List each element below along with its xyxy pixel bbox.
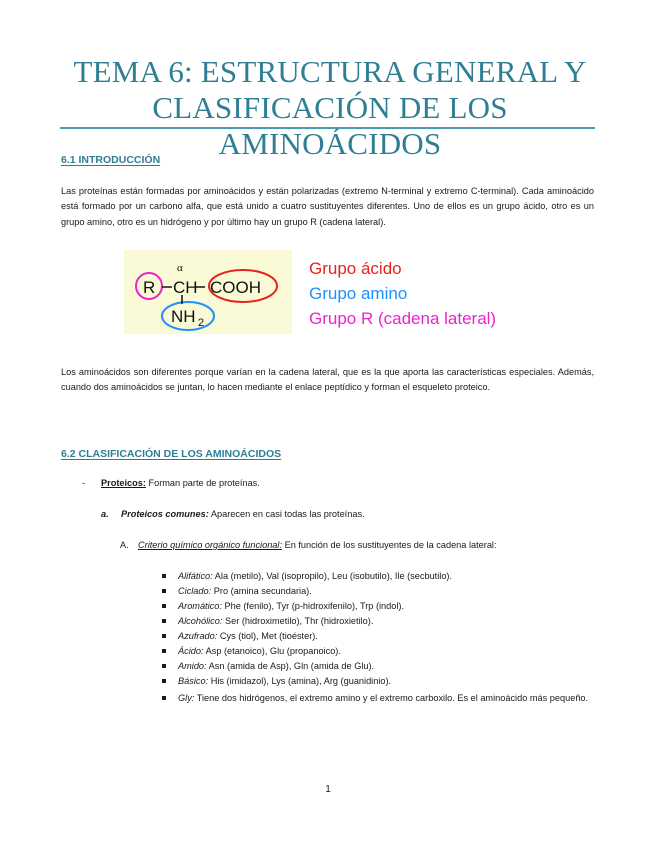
proteicos-text: Forman parte de proteínas. [145, 478, 260, 488]
nh-subscript: 2 [198, 317, 205, 329]
bullet-marker [162, 634, 166, 638]
list-item-gly [178, 691, 596, 706]
bullet-marker [162, 696, 166, 700]
item-term: Gly: [178, 693, 195, 703]
item-text: Asp (etanoico), Glu (propanoico). [203, 646, 341, 656]
nh-label: NH [171, 307, 196, 326]
list-item-proteicos-comunes [101, 509, 365, 519]
list-dash: - [82, 478, 86, 488]
list-item-alifatico [178, 569, 596, 584]
list-item-proteicos [101, 478, 260, 488]
item-term: Alifático: [178, 571, 213, 581]
bullet-marker [162, 679, 166, 683]
item-text: Phe (fenilo), Tyr (p-hidroxifenilo), Trp (indol). [221, 601, 405, 611]
cooh-label: COOH [210, 278, 261, 297]
bullet-marker [162, 619, 166, 623]
bullet-marker [162, 574, 166, 578]
title-divider [60, 127, 595, 129]
section-heading-clasificacion: 6.2 CLASIFICACIÓN DE LOS AMINOÁCIDOS [61, 448, 282, 460]
intro-paragraph: Las proteínas están formadas por aminoácidos y están polarizadas (extremo N-terminal y extremo C-terminal). Cada aminoácido está formado por un carbono alfa, que está unido a cuatro sustituyentes diferentes. Uno de ellos es un grupo ácido, otro es un grupo amino, otro es un hidrógeno y por último hay un grupo R (cadena lateral). [61, 186, 594, 227]
list-item-acido [178, 644, 596, 659]
amino-acid-structure-figure [124, 250, 292, 334]
bullet-marker [162, 604, 166, 608]
item-text: Tiene dos hidrógenos, el extremo amino y el extremo carboxilo. Es el aminoácido más pequeño. [194, 693, 589, 703]
item-term: Amido: [178, 661, 207, 671]
item-text: Cys (tiol), Met (tioéster). [217, 631, 318, 641]
marker-a: a. [101, 509, 109, 519]
item-term: Ácido: [178, 646, 204, 656]
title-line-2: CLASIFICACIÓN DE LOS AMINOÁCIDOS [152, 90, 508, 161]
amino-acid-diagram [124, 250, 292, 334]
ch-label: CH [173, 278, 198, 297]
page-title [60, 54, 600, 162]
list-item-aromatico [178, 599, 596, 614]
list-item-azufrado [178, 629, 596, 644]
section-heading-introduccion: 6.1 INTRODUCCIÓN [61, 154, 161, 166]
item-text: Ser (hidroximetilo), Thr (hidroxietilo). [222, 616, 374, 626]
list-item-basico [178, 674, 596, 689]
list-item-amido [178, 659, 596, 674]
list-item-ciclado [178, 584, 596, 599]
bullet-marker [162, 589, 166, 593]
bullet-marker [162, 649, 166, 653]
legend-grupo-r: Grupo R (cadena lateral) [309, 309, 497, 328]
legend-grupo-amino: Grupo amino [309, 284, 408, 303]
item-term: Azufrado: [178, 631, 218, 641]
item-term: Ciclado: [178, 586, 212, 596]
item-text: Asn (amida de Asp), Gln (amida de Glu). [206, 661, 375, 671]
proteicos-comunes-text: Aparecen en casi todas las proteínas. [208, 509, 365, 519]
r-label: R [143, 278, 156, 297]
bullet-marker [162, 664, 166, 668]
differences-paragraph: Los aminoácidos son diferentes porque varían en la cadena lateral, que es la que aporta las características especiales. Además, cuando dos aminoácidos se juntan, lo hacen mediante el enlace peptídico y forman el esqueleto proteico. [61, 367, 594, 393]
alpha-label: α [177, 262, 183, 274]
criterio-term: Criterio químico orgánico funcional: [138, 540, 283, 550]
item-text: Ala (metilo), Val (isopropilo), Leu (isobutilo), Ile (secbutilo). [212, 571, 453, 581]
item-term: Aromático: [178, 601, 222, 611]
item-text: His (imidazol), Lys (amina), Arg (guanidinio). [208, 676, 392, 686]
page-number: 1 [325, 784, 331, 795]
proteicos-term: Proteicos: [101, 478, 146, 488]
list-item-criterio [120, 540, 497, 550]
legend-grupo-acido: Grupo ácido [309, 259, 402, 278]
item-term: Básico: [178, 676, 209, 686]
title-line-1: TEMA 6: ESTRUCTURA GENERAL Y [73, 54, 587, 89]
marker-A: A. [120, 540, 129, 550]
item-text: Pro (amina secundaria). [211, 586, 312, 596]
criterio-text: En función de los sustituyentes de la cadena lateral: [282, 540, 497, 550]
item-term: Alcohólico: [178, 616, 223, 626]
proteicos-comunes-term: Proteicos comunes: [121, 509, 209, 519]
list-item-alcoholico [178, 614, 596, 629]
